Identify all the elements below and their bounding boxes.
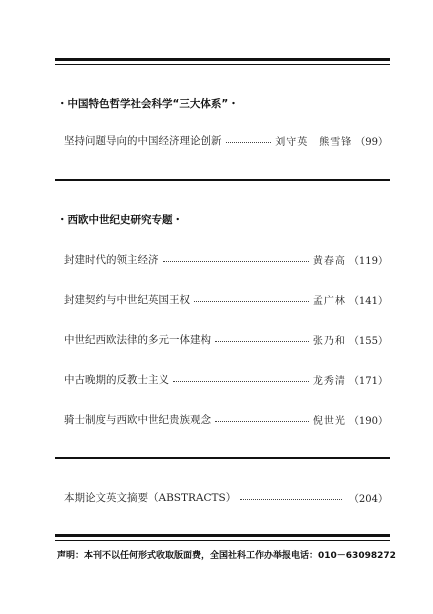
dot-leader [163, 260, 309, 262]
bottom-rule-thick [55, 534, 390, 537]
entry-author: 刘守英 熊雪锋 [275, 136, 353, 148]
section-divider [55, 179, 390, 181]
entry-title: 中世纪西欧法律的多元一体建构 [64, 333, 211, 346]
entry-title: 封建时代的领主经济 [64, 253, 159, 266]
bottom-rule-thin [55, 540, 390, 541]
entry-author: 张乃和 [312, 335, 346, 347]
toc-entry[interactable] [64, 251, 388, 267]
toc-entry[interactable] [64, 291, 388, 307]
entry-author: 孟广林 [312, 295, 346, 307]
top-rule-thin [55, 64, 390, 65]
entry-title: 骑士制度与西欧中世纪贵族观念 [64, 413, 211, 426]
entry-author: 黄春高 [312, 255, 346, 267]
entry-author: 龙秀清 [312, 375, 346, 387]
dot-leader [226, 141, 272, 143]
entry-page: （204） [348, 493, 388, 505]
dot-leader [240, 498, 342, 500]
section-title: ・中国特色哲学社会科学“三大体系”・ [57, 98, 239, 110]
dot-leader [173, 380, 309, 382]
entry-title: 封建契约与中世纪英国王权 [64, 293, 190, 306]
entry-author: 倪世光 [312, 415, 346, 427]
entry-page: （141） [348, 295, 388, 307]
toc-entry[interactable] [64, 132, 388, 148]
dot-leader [215, 420, 309, 422]
entry-page: （190） [348, 415, 388, 427]
entry-title: 坚持问题导向的中国经济理论创新 [64, 134, 222, 147]
top-rule-thick [55, 58, 390, 61]
toc-entry[interactable] [64, 331, 388, 347]
entry-page: （99） [355, 136, 388, 148]
entry-title: 本期论文英文摘要（ABSTRACTS） [64, 491, 237, 504]
dot-leader [194, 300, 309, 302]
entry-title: 中古晚期的反教士主义 [64, 373, 169, 386]
entry-page: （155） [348, 335, 388, 347]
toc-entry-abstracts[interactable] [64, 489, 388, 505]
notice-text: 声明：本刊不以任何形式收取版面费，全国社科工作办举报电话：010－63098272 [57, 551, 396, 561]
entry-page: （119） [348, 255, 388, 267]
section-title: ・西欧中世纪史研究专题・ [57, 214, 183, 226]
toc-entry[interactable] [64, 371, 388, 387]
toc-entry[interactable] [64, 411, 388, 427]
entry-page: （171） [348, 375, 388, 387]
dot-leader [215, 340, 309, 342]
section-divider [55, 457, 390, 459]
